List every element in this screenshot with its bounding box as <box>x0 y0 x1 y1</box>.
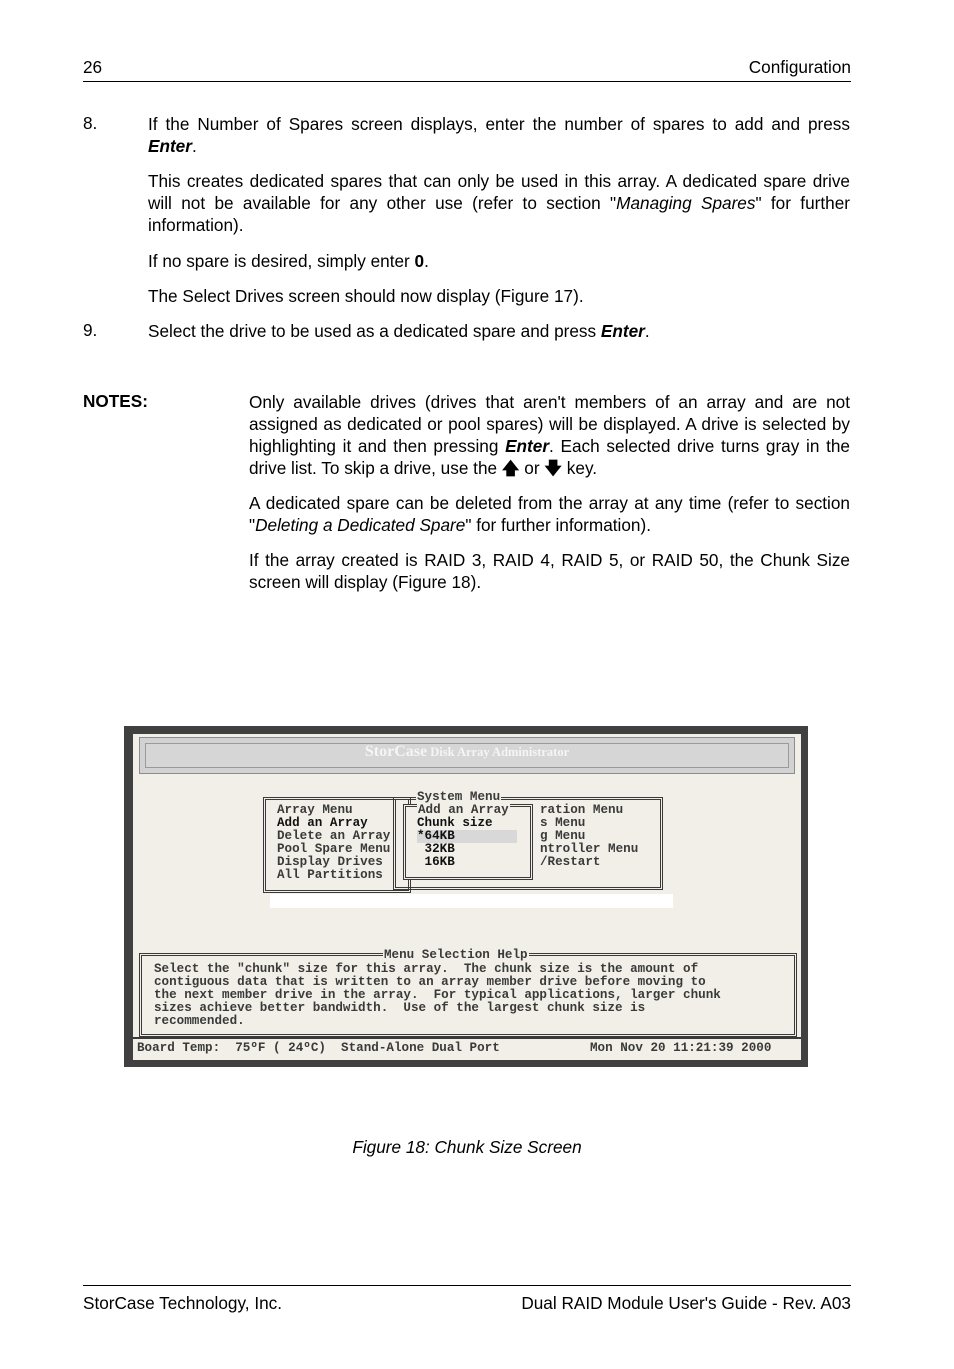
right-menu-item-4: /Restart <box>540 855 601 869</box>
chunk-option-32kb[interactable]: 32KB <box>417 842 455 856</box>
right-menu-item-2: g Menu <box>540 829 586 843</box>
add-array-title: Add an Array <box>418 803 509 817</box>
right-menu-item-3: ntroller Menu <box>540 842 639 856</box>
chunk-size-label: Chunk size <box>417 816 493 830</box>
footer-divider <box>83 1285 851 1286</box>
help-title: Menu Selection Help <box>384 948 528 962</box>
help-line: the next member drive in the array. For typical applications, larger chunk <box>154 988 721 1002</box>
status-bar-left: Board Temp: 75ºF ( 24ºC) Stand-Alone Dual Port <box>137 1041 500 1055</box>
step-8-number: 8. <box>83 113 98 133</box>
page-number: 26 <box>83 57 103 77</box>
notes-paragraph-3: If the array created is RAID 3, RAID 4, RAID 5, or RAID 50, the Chunk Size screen will display (Figure 18). <box>249 550 850 592</box>
app-title: StorCase Disk Array Administrator <box>364 743 570 760</box>
system-menu-title: System Menu <box>417 790 501 804</box>
right-menu-item-1: s Menu <box>540 816 586 830</box>
system-menu-item-selected[interactable]: Add an Array <box>277 816 368 830</box>
arrow-up-icon: 🡅 <box>501 458 520 478</box>
system-menu-item[interactable]: Display Drives <box>277 855 383 869</box>
chunk-option-16kb[interactable]: 16KB <box>417 855 455 869</box>
system-menu-item[interactable]: Array Menu <box>277 803 353 817</box>
right-menu-item-0: ration Menu <box>540 803 624 817</box>
system-menu-item[interactable]: All Partitions <box>277 868 383 882</box>
section-title: Configuration <box>748 57 851 77</box>
arrow-down-icon: 🡇 <box>544 458 563 478</box>
step-9-text: Select the drive to be used as a dedicated spare and press Enter. <box>148 321 650 341</box>
header-divider <box>83 81 851 82</box>
notes-paragraph-2: A dedicated spare can be deleted from the array at any time (refer to section "Deleting a Dedicated Spare" for further information). <box>249 493 850 535</box>
step-8-text: If the Number of Spares screen displays, enter the number of spares to add and press Enter. <box>148 114 850 156</box>
help-line: sizes achieve better bandwidth. Use of the largest chunk size is <box>154 1001 646 1015</box>
system-menu-item[interactable]: Pool Spare Menu <box>277 842 391 856</box>
step-8-paragraph-4: The Select Drives screen should now display (Figure 17). <box>148 286 584 306</box>
footer-company: StorCase Technology, Inc. <box>83 1293 283 1313</box>
notes-paragraph-1: Only available drives (drives that aren't members of an array and are not assigned as dedicated or pool spares) will be displayed. A drive is selected by highlighting it and then pressing Enter. Each selected drive turns gray in the drive list. To skip a drive, use the 🡅 or 🡇 key. <box>249 392 850 478</box>
notes-label: NOTES: <box>83 391 148 411</box>
status-bar-datetime: Mon Nov 20 11:21:39 2000 <box>590 1041 772 1055</box>
system-menu-item[interactable]: Delete an Array <box>277 829 391 843</box>
help-line: contiguous data that is written to an array member drive before moving to <box>154 975 706 989</box>
terminal-screen <box>133 734 801 1060</box>
footer-document-title: Dual RAID Module User's Guide - Rev. A03 <box>521 1293 851 1313</box>
chunk-option-64kb[interactable]: *64KB <box>417 830 517 843</box>
help-line: recommended. <box>154 1014 245 1028</box>
help-line: Select the "chunk" size for this array. The chunk size is the amount of <box>154 962 699 976</box>
step-8-paragraph-3: If no spare is desired, simply enter 0. <box>148 251 429 271</box>
app-title-bar <box>139 737 795 774</box>
step-8-paragraph-2: This creates dedicated spares that can only be used in this array. A dedicated spare drive will not be available for any other use (refer to section "Managing Spares" for further information). <box>148 171 850 235</box>
step-9-number: 9. <box>83 320 98 340</box>
menu-shadow <box>270 894 673 908</box>
figure-caption: Figure 18: Chunk Size Screen <box>352 1137 582 1157</box>
